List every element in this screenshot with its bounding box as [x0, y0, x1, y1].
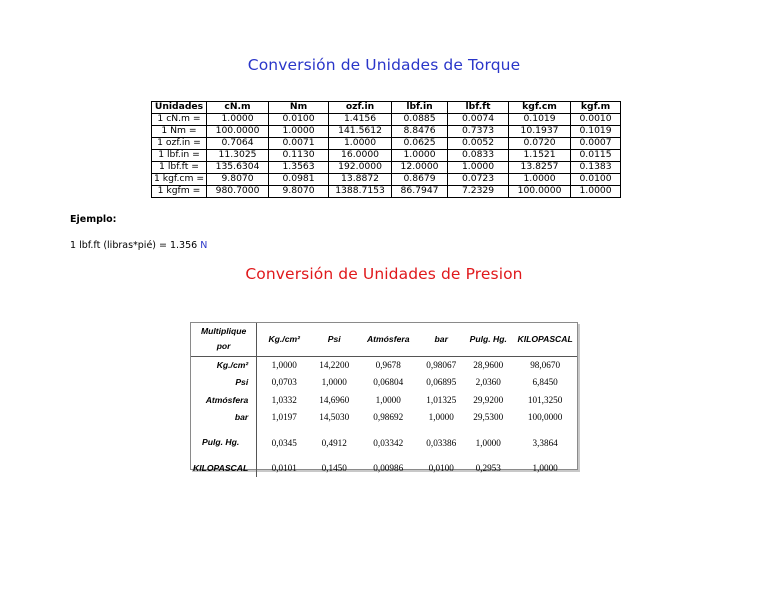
- presion-cell: 0,06804: [373, 377, 404, 388]
- presion-cell: 0,0345: [271, 437, 297, 448]
- presion-cell: 1,0197: [271, 412, 297, 423]
- presion-cell: 0,98067: [426, 360, 457, 370]
- table-row: [152, 162, 621, 174]
- torque-cell: 1.0000: [571, 186, 621, 198]
- presion-cell: 6,8450: [532, 377, 558, 388]
- torque-cell: 13.8257: [509, 162, 571, 174]
- presion-header-cell: Psi: [327, 334, 341, 345]
- presion-cell: 101,3250: [527, 394, 563, 405]
- presion-cell: 1,0000: [532, 462, 558, 473]
- torque-cell: 0.0885: [392, 114, 448, 126]
- torque-cell: 0.0100: [571, 174, 621, 186]
- presion-header-cell: Pulg. Hg.: [469, 333, 507, 344]
- presion-header-cell: bar: [434, 334, 448, 345]
- torque-row-label: 1 kgfm =: [152, 186, 207, 198]
- torque-cell: 1388.7153: [329, 186, 392, 198]
- torque-cell: 0.0074: [448, 114, 509, 126]
- torque-cell: 0.0100: [269, 114, 329, 126]
- presion-cell: 3,3864: [532, 437, 558, 448]
- presion-cell: 0,06895: [426, 377, 457, 388]
- table-row: [191, 374, 577, 392]
- torque-row-label: 1 Nm =: [152, 126, 207, 138]
- presion-title: Conversión de Unidades de Presion: [245, 265, 523, 283]
- torque-title: Conversión de Unidades de Torque: [247, 56, 521, 74]
- torque-row-label: 1 cN.m =: [152, 114, 207, 126]
- torque-cell: 0.0010: [571, 114, 621, 126]
- table-row: [152, 174, 621, 186]
- table-row: [191, 391, 577, 409]
- presion-cell: 2,0360: [475, 377, 501, 388]
- torque-cell: 0.1019: [571, 126, 621, 138]
- torque-cell: 86.7947: [392, 186, 448, 198]
- presion-row-label: Atmósfera: [191, 391, 257, 409]
- torque-cell: 1.0000: [329, 138, 392, 150]
- presion-cell: 98,0670: [530, 360, 561, 370]
- presion-cell: 0,4912: [321, 437, 347, 448]
- torque-cell: 1.0000: [448, 162, 509, 174]
- presion-cell: 0,0100: [428, 462, 454, 473]
- presion-row-label: KILOPASCAL: [191, 459, 257, 477]
- presion-cell: 1,0000: [375, 394, 401, 405]
- table-row: [191, 459, 577, 477]
- table-row: [191, 356, 577, 374]
- torque-cell: 100.0000: [509, 186, 571, 198]
- torque-cell: 0.0052: [448, 138, 509, 150]
- torque-header-cell: cN.m: [207, 102, 269, 114]
- presion-cell: 29,5300: [473, 412, 504, 423]
- torque-cell: 0.0071: [269, 138, 329, 150]
- torque-header-cell: Unidades: [152, 102, 207, 114]
- presion-header-cell: Atmósfera: [366, 334, 410, 345]
- presion-row-label: Pulg. Hg.: [191, 426, 257, 459]
- presion-cell: 14,2200: [319, 360, 350, 370]
- table-row: [191, 426, 577, 459]
- torque-header-cell: ozf.in: [329, 102, 392, 114]
- ejemplo-text: [70, 240, 207, 251]
- torque-header-cell: kgf.m: [571, 102, 621, 114]
- torque-cell: 141.5612: [329, 126, 392, 138]
- presion-table: [191, 323, 577, 477]
- torque-cell: 9.8070: [207, 174, 269, 186]
- presion-cell: 1,0000: [475, 437, 501, 448]
- torque-header-row: [152, 102, 621, 114]
- table-row: [152, 186, 621, 198]
- torque-cell: 12.0000: [392, 162, 448, 174]
- torque-cell: 0.0720: [509, 138, 571, 150]
- ejemplo-equation: 1 lbf.ft (libras*pié) = 1.356: [70, 240, 198, 251]
- presion-cell: 1,0332: [271, 394, 297, 405]
- presion-row-label: Kg./cm²: [191, 356, 257, 374]
- torque-cell: 0.7373: [448, 126, 509, 138]
- torque-cell: 1.0000: [207, 114, 269, 126]
- torque-cell: 0.0981: [269, 174, 329, 186]
- torque-cell: 8.8476: [392, 126, 448, 138]
- torque-header-cell: Nm: [269, 102, 329, 114]
- presion-cell: 0,03342: [373, 437, 404, 448]
- torque-cell: 980.7000: [207, 186, 269, 198]
- torque-table: [151, 101, 621, 198]
- presion-header-cell: Kg./cm²: [268, 334, 300, 345]
- torque-cell: 9.8070: [269, 186, 329, 198]
- torque-cell: 1.4156: [329, 114, 392, 126]
- torque-cell: 0.1019: [509, 114, 571, 126]
- torque-cell: 1.1521: [509, 150, 571, 162]
- torque-cell: 7.2329: [448, 186, 509, 198]
- torque-cell: 0.8679: [392, 174, 448, 186]
- table-row: [152, 138, 621, 150]
- torque-row-label: 1 ozf.in =: [152, 138, 207, 150]
- torque-cell: 0.0007: [571, 138, 621, 150]
- torque-cell: 11.3025: [207, 150, 269, 162]
- torque-cell: 0.1383: [571, 162, 621, 174]
- torque-cell: 0.0833: [448, 150, 509, 162]
- presion-cell: 1,01325: [426, 394, 457, 405]
- torque-cell: 0.7064: [207, 138, 269, 150]
- torque-cell: 0.0625: [392, 138, 448, 150]
- presion-header-row: [191, 323, 577, 356]
- torque-cell: 1.3563: [269, 162, 329, 174]
- presion-cell: 14,5030: [319, 412, 350, 423]
- torque-row-label: 1 kgf.cm =: [152, 174, 207, 186]
- presion-cell: 0,0101: [271, 462, 297, 473]
- presion-cell: 14,6960: [319, 394, 350, 405]
- torque-row-label: 1 lbf.ft =: [152, 162, 207, 174]
- torque-cell: 0.0115: [571, 150, 621, 162]
- presion-header-cell: KILOPASCAL: [517, 334, 573, 345]
- presion-cell: 0,1450: [321, 462, 347, 473]
- torque-cell: 16.0000: [329, 150, 392, 162]
- torque-cell: 0.0723: [448, 174, 509, 186]
- torque-cell: 13.8872: [329, 174, 392, 186]
- torque-cell: 1.0000: [269, 126, 329, 138]
- presion-header-cell: Multiplique por: [191, 323, 257, 356]
- torque-cell: 192.0000: [329, 162, 392, 174]
- presion-row-label: bar: [191, 409, 257, 427]
- table-row: [152, 114, 621, 126]
- presion-cell: 1,0000: [428, 412, 454, 423]
- torque-cell: 1.0000: [392, 150, 448, 162]
- torque-cell: 100.0000: [207, 126, 269, 138]
- presion-cell: 29,9200: [473, 394, 504, 405]
- presion-cell: 28,9600: [473, 360, 504, 370]
- torque-header-cell: kgf.cm: [509, 102, 571, 114]
- presion-cell: 0,2953: [475, 462, 501, 473]
- presion-table-frame: [190, 322, 578, 473]
- torque-cell: 135.6304: [207, 162, 269, 174]
- presion-cell: 0,98692: [373, 412, 404, 423]
- presion-cell: 1,0000: [321, 377, 347, 388]
- presion-cell: 100,0000: [527, 412, 563, 423]
- table-row: [152, 150, 621, 162]
- table-row: [191, 409, 577, 427]
- presion-cell: 0,03386: [426, 437, 457, 448]
- presion-cell: 0,9678: [375, 360, 401, 370]
- torque-header-cell: lbf.ft: [448, 102, 509, 114]
- presion-cell: 0,0703: [271, 377, 297, 388]
- presion-row-label: Psi: [191, 374, 257, 392]
- ejemplo-unit: N: [200, 240, 208, 251]
- torque-cell: 1.0000: [509, 174, 571, 186]
- torque-row-label: 1 lbf.in =: [152, 150, 207, 162]
- presion-cell: 1,0000: [271, 360, 297, 370]
- torque-header-cell: lbf.in: [392, 102, 448, 114]
- ejemplo-label: Ejemplo:: [70, 214, 117, 225]
- table-row: [152, 126, 621, 138]
- presion-cell: 0,00986: [373, 462, 404, 473]
- torque-cell: 10.1937: [509, 126, 571, 138]
- torque-cell: 0.1130: [269, 150, 329, 162]
